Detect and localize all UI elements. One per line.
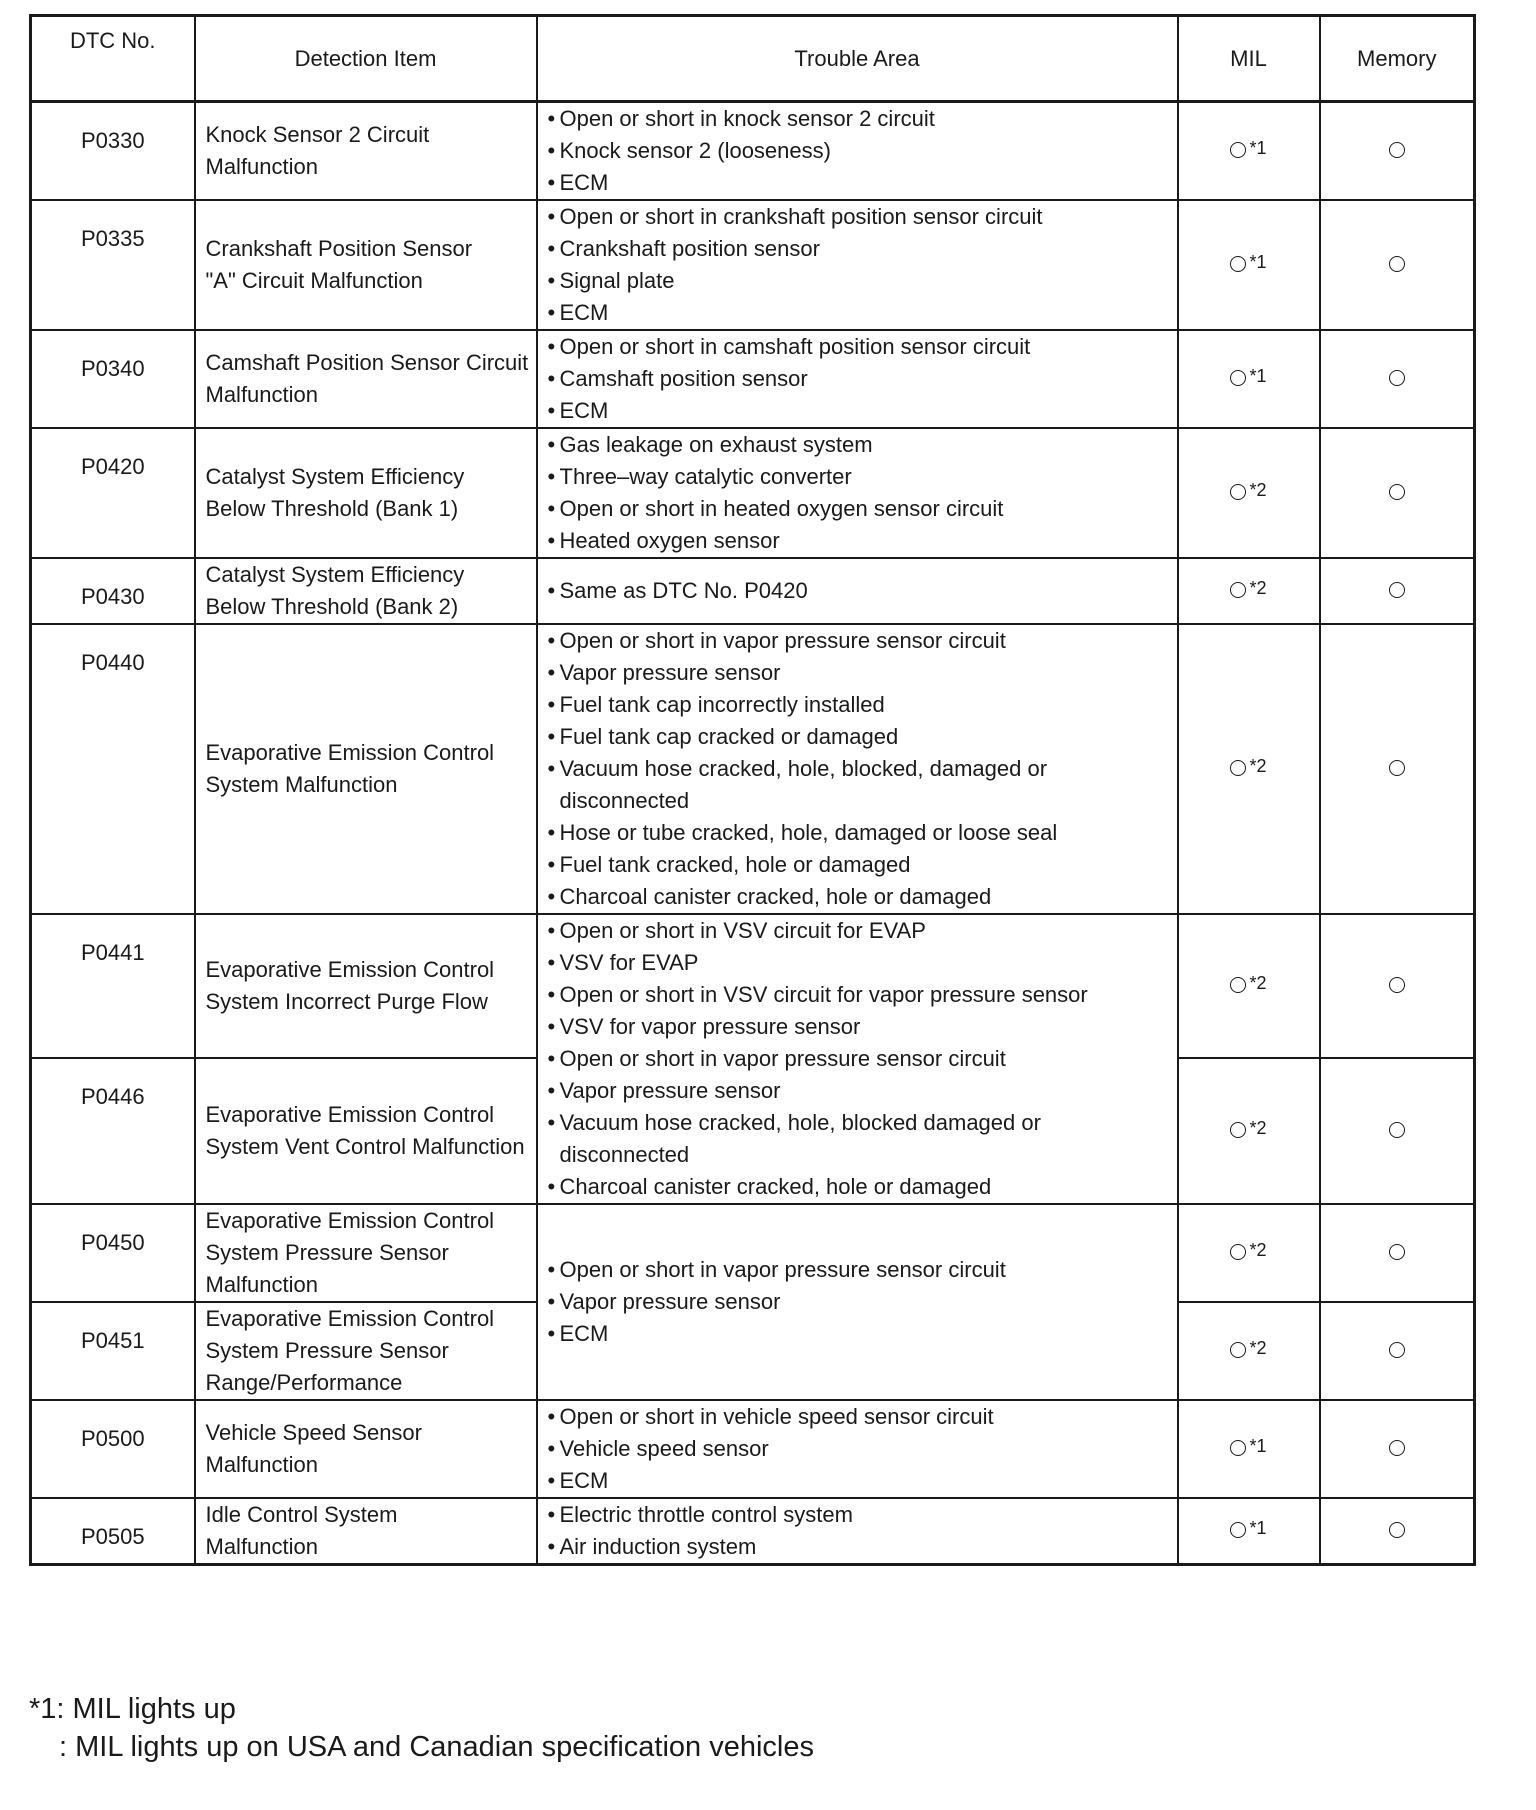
detection-item-line: Malfunction: [205, 382, 319, 407]
memory-cell: [1320, 558, 1475, 624]
trouble-area-item: • Open or short in crankshaft position sensor circuit: [548, 201, 1171, 233]
mil-note: *2: [1249, 755, 1267, 776]
trouble-area-item: • Open or short in heated oxygen sensor circuit: [548, 493, 1171, 525]
trouble-area-list: [548, 1499, 1171, 1563]
circle-icon: [1389, 256, 1405, 272]
dtc-number: P0340: [31, 330, 195, 428]
memory-cell: [1320, 1302, 1475, 1400]
trouble-area-list: [548, 429, 1171, 557]
trouble-area-item: • Fuel tank cracked, hole or damaged: [548, 849, 1171, 881]
table-row: [31, 1498, 1475, 1565]
circle-icon: [1230, 1522, 1246, 1538]
circle-icon: [1389, 977, 1405, 993]
trouble-area-list: [548, 915, 1171, 1203]
trouble-area-item: • Signal plate: [548, 265, 1171, 297]
detection-item: [195, 558, 537, 624]
memory-cell: [1320, 200, 1475, 330]
circle-icon: [1389, 1440, 1405, 1456]
memory-cell: [1320, 102, 1475, 201]
circle-icon: [1230, 1342, 1246, 1358]
detection-item: [195, 624, 537, 914]
circle-icon: [1389, 142, 1405, 158]
mil-cell: [1178, 1204, 1320, 1302]
circle-icon: [1389, 582, 1405, 598]
circle-icon: [1230, 1122, 1246, 1138]
mil-note: *2: [1249, 1239, 1267, 1260]
table-row: [31, 1400, 1475, 1498]
detection-item-line: Knock Sensor 2 Circuit: [205, 122, 430, 147]
trouble-area-item: • Camshaft position sensor: [548, 363, 1171, 395]
memory-cell: [1320, 1204, 1475, 1302]
trouble-area-item: • ECM: [548, 1318, 1171, 1350]
mil-cell: [1178, 1498, 1320, 1565]
detection-item: [195, 200, 537, 330]
header-row: [31, 16, 1475, 102]
trouble-area-shared: [537, 1204, 1178, 1400]
memory-cell: [1320, 1498, 1475, 1565]
trouble-area-item: • VSV for vapor pressure sensor: [548, 1011, 1171, 1043]
mil-cell: [1178, 200, 1320, 330]
detection-item-line: System Incorrect Purge Flow: [205, 989, 488, 1015]
detection-item: [195, 1400, 537, 1498]
trouble-area-item: • Electric throttle control system: [548, 1499, 1171, 1531]
memory-cell: [1320, 1400, 1475, 1498]
mil-note: *2: [1249, 479, 1267, 500]
detection-item-line: Malfunction: [205, 1452, 319, 1477]
mil-cell: [1178, 428, 1320, 558]
mil-note: *2: [1249, 1337, 1267, 1358]
trouble-area-item: • Vapor pressure sensor: [548, 657, 1171, 689]
trouble-area: [537, 1498, 1178, 1565]
mil-note: *2: [1249, 972, 1267, 993]
circle-icon: [1389, 370, 1405, 386]
circle-icon: [1230, 1440, 1246, 1456]
detection-item-line: Malfunction: [205, 154, 319, 179]
trouble-area-item: • Crankshaft position sensor: [548, 233, 1171, 265]
mil-cell: [1178, 330, 1320, 428]
mil-cell: [1178, 558, 1320, 624]
dtc-number: P0420: [31, 428, 195, 558]
dtc-number: P0441: [31, 914, 195, 1058]
header-dtc-no: DTC No.: [31, 16, 195, 102]
trouble-area-item: • Vacuum hose cracked, hole, blocked damaged or disconnected: [548, 1107, 1171, 1171]
trouble-area-item: • ECM: [548, 167, 1171, 199]
trouble-area-item: • Fuel tank cap incorrectly installed: [548, 689, 1171, 721]
circle-icon: [1389, 484, 1405, 500]
mil-cell: [1178, 1302, 1320, 1400]
detection-item-line: Evaporative Emission Control: [205, 1102, 495, 1128]
table-body: [31, 102, 1475, 1565]
detection-item-line: Evaporative Emission Control: [205, 1306, 495, 1331]
circle-icon: [1230, 760, 1246, 776]
trouble-area-shared: [537, 914, 1178, 1204]
footnote-1: *1: MIL lights up: [29, 1693, 236, 1725]
dtc-table: [29, 14, 1476, 1566]
table-row: [31, 624, 1475, 914]
detection-item-line: Below Threshold (Bank 1): [205, 496, 459, 521]
table-row: [31, 102, 1475, 201]
mil-note: *1: [1249, 137, 1267, 158]
dtc-number: P0500: [31, 1400, 195, 1498]
dtc-number: P0440: [31, 624, 195, 914]
trouble-area-item: • Same as DTC No. P0420: [548, 575, 1171, 607]
detection-item-line: Evaporative Emission Control: [205, 740, 495, 765]
memory-cell: [1320, 1058, 1475, 1204]
trouble-area-item: • Open or short in camshaft position sensor circuit: [548, 331, 1171, 363]
trouble-area: [537, 428, 1178, 558]
detection-item-line: Camshaft Position Sensor Circuit: [205, 350, 529, 375]
detection-item-line: Malfunction: [205, 1272, 319, 1297]
trouble-area-item: • Vapor pressure sensor: [548, 1286, 1171, 1318]
trouble-area: [537, 200, 1178, 330]
mil-note: *2: [1249, 1117, 1267, 1138]
mil-note: *2: [1249, 577, 1267, 598]
detection-item: [195, 1302, 537, 1400]
header-memory: Memory: [1320, 16, 1475, 102]
circle-icon: [1230, 142, 1246, 158]
header-trouble-area: Trouble Area: [537, 16, 1178, 102]
footnotes: [29, 1690, 814, 1766]
circle-icon: [1389, 760, 1405, 776]
trouble-area-item: • Open or short in knock sensor 2 circuit: [548, 103, 1171, 135]
trouble-area-item: • Vapor pressure sensor: [548, 1075, 1171, 1107]
trouble-area-item: • Air induction system: [548, 1531, 1171, 1563]
detection-item-line: System Pressure Sensor: [205, 1338, 449, 1363]
memory-cell: [1320, 330, 1475, 428]
table-row: [31, 200, 1475, 330]
dtc-number: P0451: [31, 1302, 195, 1400]
circle-icon: [1389, 1244, 1405, 1260]
trouble-area-item: • Vacuum hose cracked, hole, blocked, damaged or disconnected: [548, 753, 1171, 817]
trouble-area-item: • Open or short in VSV circuit for EVAP: [548, 915, 1171, 947]
table-row: [31, 1204, 1475, 1302]
trouble-area-item: • Hose or tube cracked, hole, damaged or loose seal: [548, 817, 1171, 849]
detection-item-line: Malfunction: [205, 1534, 319, 1559]
circle-icon: [1230, 484, 1246, 500]
trouble-area-item: • Charcoal canister cracked, hole or damaged: [548, 881, 1171, 913]
trouble-area-item: • VSV for EVAP: [548, 947, 1171, 979]
detection-item-line: Idle Control System: [205, 1502, 398, 1527]
circle-icon: [1230, 1244, 1246, 1260]
dtc-number: P0505: [31, 1498, 195, 1565]
trouble-area-item: • Vehicle speed sensor: [548, 1433, 1171, 1465]
trouble-area-list: [548, 201, 1171, 329]
table-row: [31, 330, 1475, 428]
trouble-area: [537, 102, 1178, 201]
table-row: [31, 558, 1475, 624]
detection-item: [195, 330, 537, 428]
header-detection-item: Detection Item: [195, 16, 537, 102]
trouble-area-list: [548, 1254, 1171, 1350]
trouble-area-list: [548, 331, 1171, 427]
mil-cell: [1178, 1400, 1320, 1498]
trouble-area-item: • Heated oxygen sensor: [548, 525, 1171, 557]
detection-item-line: Crankshaft Position Sensor: [205, 236, 473, 261]
detection-item: [195, 1204, 537, 1302]
trouble-area: [537, 624, 1178, 914]
trouble-area-item: • Three–way catalytic converter: [548, 461, 1171, 493]
mil-note: *1: [1249, 365, 1267, 386]
dtc-number: P0330: [31, 102, 195, 201]
detection-item-line: Evaporative Emission Control: [205, 957, 495, 983]
trouble-area-item: • Charcoal canister cracked, hole or damaged: [548, 1171, 1171, 1203]
memory-cell: [1320, 624, 1475, 914]
circle-icon: [1230, 582, 1246, 598]
mil-cell: [1178, 914, 1320, 1058]
trouble-area-item: • Open or short in vehicle speed sensor circuit: [548, 1401, 1171, 1433]
detection-item-line: "A" Circuit Malfunction: [205, 268, 423, 293]
mil-cell: [1178, 102, 1320, 201]
detection-item-line: System Vent Control Malfunction: [205, 1134, 525, 1160]
trouble-area-item: • ECM: [548, 1465, 1171, 1497]
mil-note: *1: [1249, 1517, 1267, 1538]
detection-item: [195, 102, 537, 201]
table-row: [31, 428, 1475, 558]
trouble-area-item: • ECM: [548, 297, 1171, 329]
trouble-area: [537, 1400, 1178, 1498]
table-row: [31, 914, 1475, 1058]
trouble-area-item: • Open or short in vapor pressure sensor circuit: [548, 1254, 1171, 1286]
detection-item-line: Evaporative Emission Control: [205, 1208, 495, 1233]
trouble-area: [537, 558, 1178, 624]
circle-icon: [1389, 1342, 1405, 1358]
mil-cell: [1178, 1058, 1320, 1204]
circle-icon: [1389, 1122, 1405, 1138]
header-mil: MIL: [1178, 16, 1320, 102]
mil-note: *1: [1249, 1435, 1267, 1456]
trouble-area-item: • Open or short in VSV circuit for vapor pressure sensor: [548, 979, 1171, 1011]
trouble-area-list: [548, 103, 1171, 199]
detection-item: [195, 1498, 537, 1565]
trouble-area-list: [548, 575, 1171, 607]
trouble-area-item: • Open or short in vapor pressure sensor circuit: [548, 625, 1171, 657]
detection-item-line: Vehicle Speed Sensor: [205, 1420, 422, 1445]
circle-icon: [1230, 977, 1246, 993]
detection-item: [195, 1058, 537, 1204]
dtc-number: P0450: [31, 1204, 195, 1302]
trouble-area-list: [548, 625, 1171, 913]
dtc-number: P0335: [31, 200, 195, 330]
dtc-number: P0446: [31, 1058, 195, 1204]
mil-note: *1: [1249, 251, 1267, 272]
mil-cell: [1178, 624, 1320, 914]
detection-item-line: Catalyst System Efficiency: [205, 464, 465, 489]
trouble-area-item: • Open or short in vapor pressure sensor circuit: [548, 1043, 1171, 1075]
trouble-area-item: • ECM: [548, 395, 1171, 427]
circle-icon: [1230, 256, 1246, 272]
dtc-number: P0430: [31, 558, 195, 624]
memory-cell: [1320, 914, 1475, 1058]
detection-item-line: Catalyst System Efficiency: [205, 562, 465, 587]
trouble-area: [537, 330, 1178, 428]
trouble-area-item: • Gas leakage on exhaust system: [548, 429, 1171, 461]
trouble-area-list: [548, 1401, 1171, 1497]
detection-item-line: Below Threshold (Bank 2): [205, 594, 459, 619]
footnote-2: : MIL lights up on USA and Canadian specification vehicles: [59, 1731, 814, 1763]
detection-item: [195, 914, 537, 1058]
detection-item-line: System Pressure Sensor: [205, 1240, 449, 1265]
detection-item-line: System Malfunction: [205, 772, 398, 797]
circle-icon: [1389, 1522, 1405, 1538]
memory-cell: [1320, 428, 1475, 558]
circle-icon: [1230, 370, 1246, 386]
trouble-area-item: • Knock sensor 2 (looseness): [548, 135, 1171, 167]
detection-item: [195, 428, 537, 558]
detection-item-line: Range/Performance: [205, 1370, 403, 1395]
trouble-area-item: • Fuel tank cap cracked or damaged: [548, 721, 1171, 753]
